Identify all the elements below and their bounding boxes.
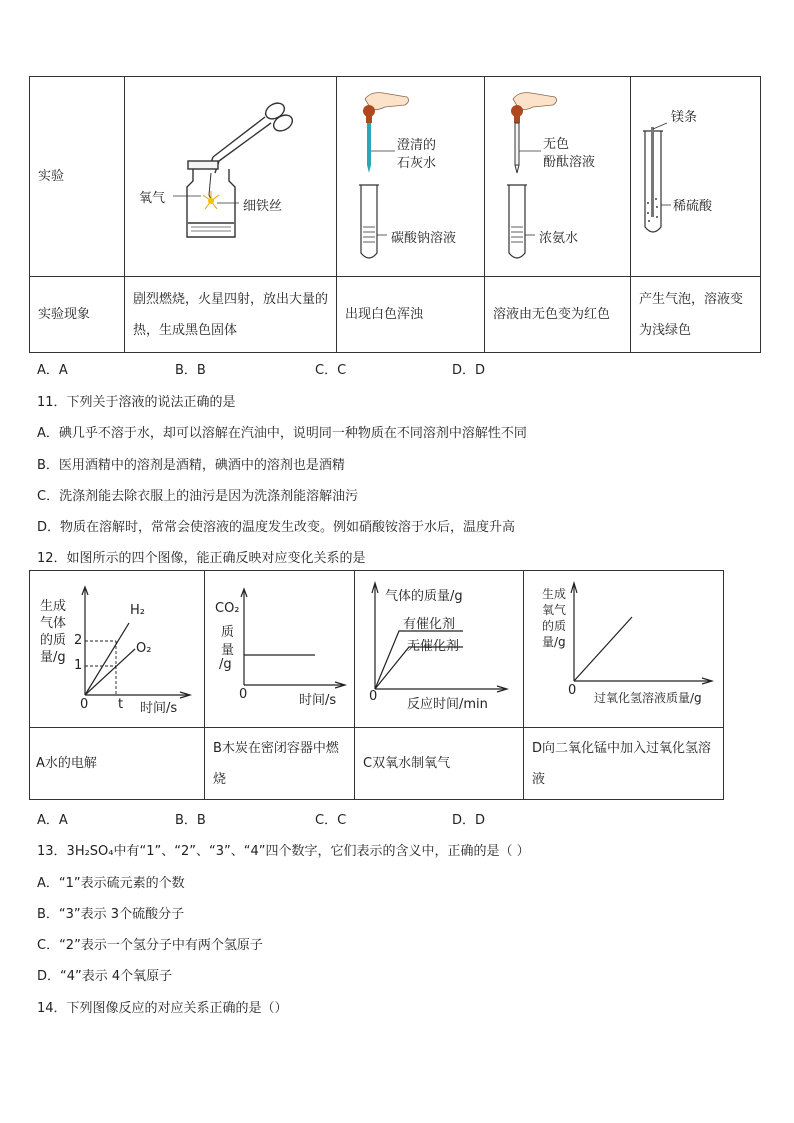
graph-c-origin: 0	[369, 689, 378, 704]
graph-a-tick-2: 2	[74, 633, 83, 648]
q13-option-a[interactable]: A．“1”表示硫元素的个数	[37, 876, 185, 891]
q10-option-b[interactable]: B．B	[175, 363, 206, 378]
q12-caption-d: D向二氧化锰中加入过氧化氢溶液	[524, 728, 724, 800]
magnesium-strip-icon	[651, 127, 654, 217]
label-clear: 澄清的	[397, 138, 437, 153]
q10-figure-1	[125, 77, 337, 277]
q12-option-c[interactable]: C．C	[315, 813, 347, 828]
q10-figure-4	[631, 77, 761, 277]
label-colorless: 无色	[543, 137, 570, 152]
q12-graph-d	[524, 571, 724, 728]
graph-a-h2-label: H₂	[130, 603, 145, 618]
graph-a-o2-label: O₂	[136, 641, 152, 656]
graph-c-without-catalyst: 无催化剂	[407, 639, 460, 654]
graph-b-xlabel: 时间/s	[299, 693, 337, 708]
q13-option-b[interactable]: B．“3”表示 3个硫酸分子	[37, 907, 185, 922]
q12-caption-c: C双氧水制氧气	[355, 728, 524, 800]
phenolphthalein-dropper-figure	[485, 77, 630, 276]
label-iron-wire: 细铁丝	[243, 199, 283, 214]
q13-stem: 13．3H₂SO₄中有“1”、“2”、“3”、“4”四个数字，它们表示的含义中，正确的是（ ）	[37, 844, 530, 859]
q10-phenomenon-3: 溶液由无色变为红色	[485, 277, 631, 353]
q10-option-c[interactable]: C．C	[315, 363, 347, 378]
q10-row2-header: 实验现象	[38, 307, 91, 322]
q10-phenomenon-1: 剧烈燃烧，火星四射，放出大量的热，生成黑色固体	[125, 277, 337, 353]
q12-graph-a	[30, 571, 205, 728]
graph-a-origin: 0	[80, 697, 89, 712]
q10-figure-2	[337, 77, 485, 277]
graph-c-with-catalyst: 有催化剂	[403, 617, 456, 632]
q11-stem: 11．下列关于溶液的说法正确的是	[37, 395, 236, 410]
q14-stem: 14．下列图像反应的对应关系正确的是（）	[37, 1001, 288, 1016]
graph-a-ylabel-3: 的质	[40, 633, 67, 648]
graph-a-ylabel-1: 生成	[40, 599, 67, 614]
graph-d-ylabel-1: 生成	[542, 587, 567, 601]
graph-a-ylabel-4: 量/g	[40, 650, 66, 665]
q12-option-a[interactable]: A．A	[37, 813, 68, 828]
label-limewater: 石灰水	[397, 156, 437, 171]
test-tube-icon	[359, 185, 379, 258]
q12-caption-a: A水的电解	[30, 728, 205, 800]
label-magnesium: 镁条	[671, 110, 698, 125]
test-tube-icon	[507, 185, 527, 258]
q10-row1-header: 实验	[38, 169, 65, 184]
graph-d-ylabel-2: 氧气	[542, 603, 567, 617]
q12-caption-b: B木炭在密闭容器中燃烧	[205, 728, 355, 800]
q11-option-b[interactable]: B．医用酒精中的溶剂是酒精，碘酒中的溶剂也是酒精	[37, 458, 345, 473]
iron-combustion-figure	[125, 77, 336, 276]
graph-a-xtick: t	[118, 697, 124, 712]
q13-option-c[interactable]: C．“2”表示一个氢分子中有两个氢原子	[37, 938, 263, 953]
graph-b-ylabel-1: CO₂	[215, 601, 240, 616]
graph-d-ylabel-4: 量/g	[542, 635, 566, 649]
q10-figure-3	[485, 77, 631, 277]
q11-option-a[interactable]: A．碘几乎不溶于水，却可以溶解在汽油中，说明同一种物质在不同溶剂中溶解性不同	[37, 426, 527, 441]
graph-b-ylabel-2: 质	[221, 625, 235, 640]
graph-c-ylabel: 气体的质量/g	[385, 589, 463, 604]
dropper-icon	[367, 123, 371, 173]
q12-graph-b	[205, 571, 355, 728]
q11-option-c[interactable]: C．洗涤剂能去除衣服上的油污是因为洗涤剂能溶解油污	[37, 489, 359, 504]
q10-option-d[interactable]: D．D	[452, 363, 486, 378]
graph-d-origin: 0	[568, 683, 577, 698]
o2-line	[85, 649, 135, 695]
graph-c-xlabel: 反应时间/min	[407, 697, 488, 712]
q13-option-d[interactable]: D．“4”表示 4个氧原子	[37, 969, 173, 984]
label-phenolphthalein: 酚酞溶液	[543, 155, 596, 170]
limewater-dropper-figure	[337, 77, 484, 276]
graph-b-ylabel-4: /g	[219, 657, 232, 672]
dropper-icon	[515, 123, 519, 173]
label-sodium-carbonate: 碳酸钠溶液	[391, 231, 457, 246]
label-ammonia: 浓氨水	[539, 231, 579, 246]
q12-table	[29, 570, 724, 800]
graph-a-tick-1: 1	[74, 658, 83, 673]
label-oxygen: 氧气	[139, 191, 166, 206]
q10-option-a[interactable]: A．A	[37, 363, 68, 378]
q12-option-b[interactable]: B．B	[175, 813, 206, 828]
q10-phenomenon-2: 出现白色浑浊	[337, 277, 485, 353]
q10-phenomenon-4: 产生气泡，溶液变为浅绿色	[631, 277, 761, 353]
q11-option-d[interactable]: D．物质在溶解时，常常会使溶液的温度发生改变。例如硝酸铵溶于水后，温度升高	[37, 520, 516, 535]
q10-row1-header-cell	[30, 77, 125, 277]
graph-d-ylabel-3: 的质	[542, 619, 567, 633]
graph-d-xlabel: 过氧化氢溶液质量/g	[594, 691, 702, 705]
q12-graph-c	[355, 571, 524, 728]
oxygen-line	[574, 617, 632, 681]
graph-b-origin: 0	[239, 687, 248, 702]
tongs-icon	[209, 100, 295, 173]
q10-row2-header-cell	[30, 277, 125, 353]
q12-option-d[interactable]: D．D	[452, 813, 486, 828]
q10-table	[29, 76, 761, 353]
h2-line	[85, 623, 129, 695]
graph-a-ylabel-2: 气体	[40, 616, 67, 631]
graph-b-ylabel-3: 量	[221, 643, 235, 658]
q12-stem: 12．如图所示的四个图像，能正确反映对应变化关系的是	[37, 551, 366, 566]
graph-a-xlabel: 时间/s	[140, 701, 178, 716]
label-dilute-sulfuric-acid: 稀硫酸	[673, 199, 713, 214]
